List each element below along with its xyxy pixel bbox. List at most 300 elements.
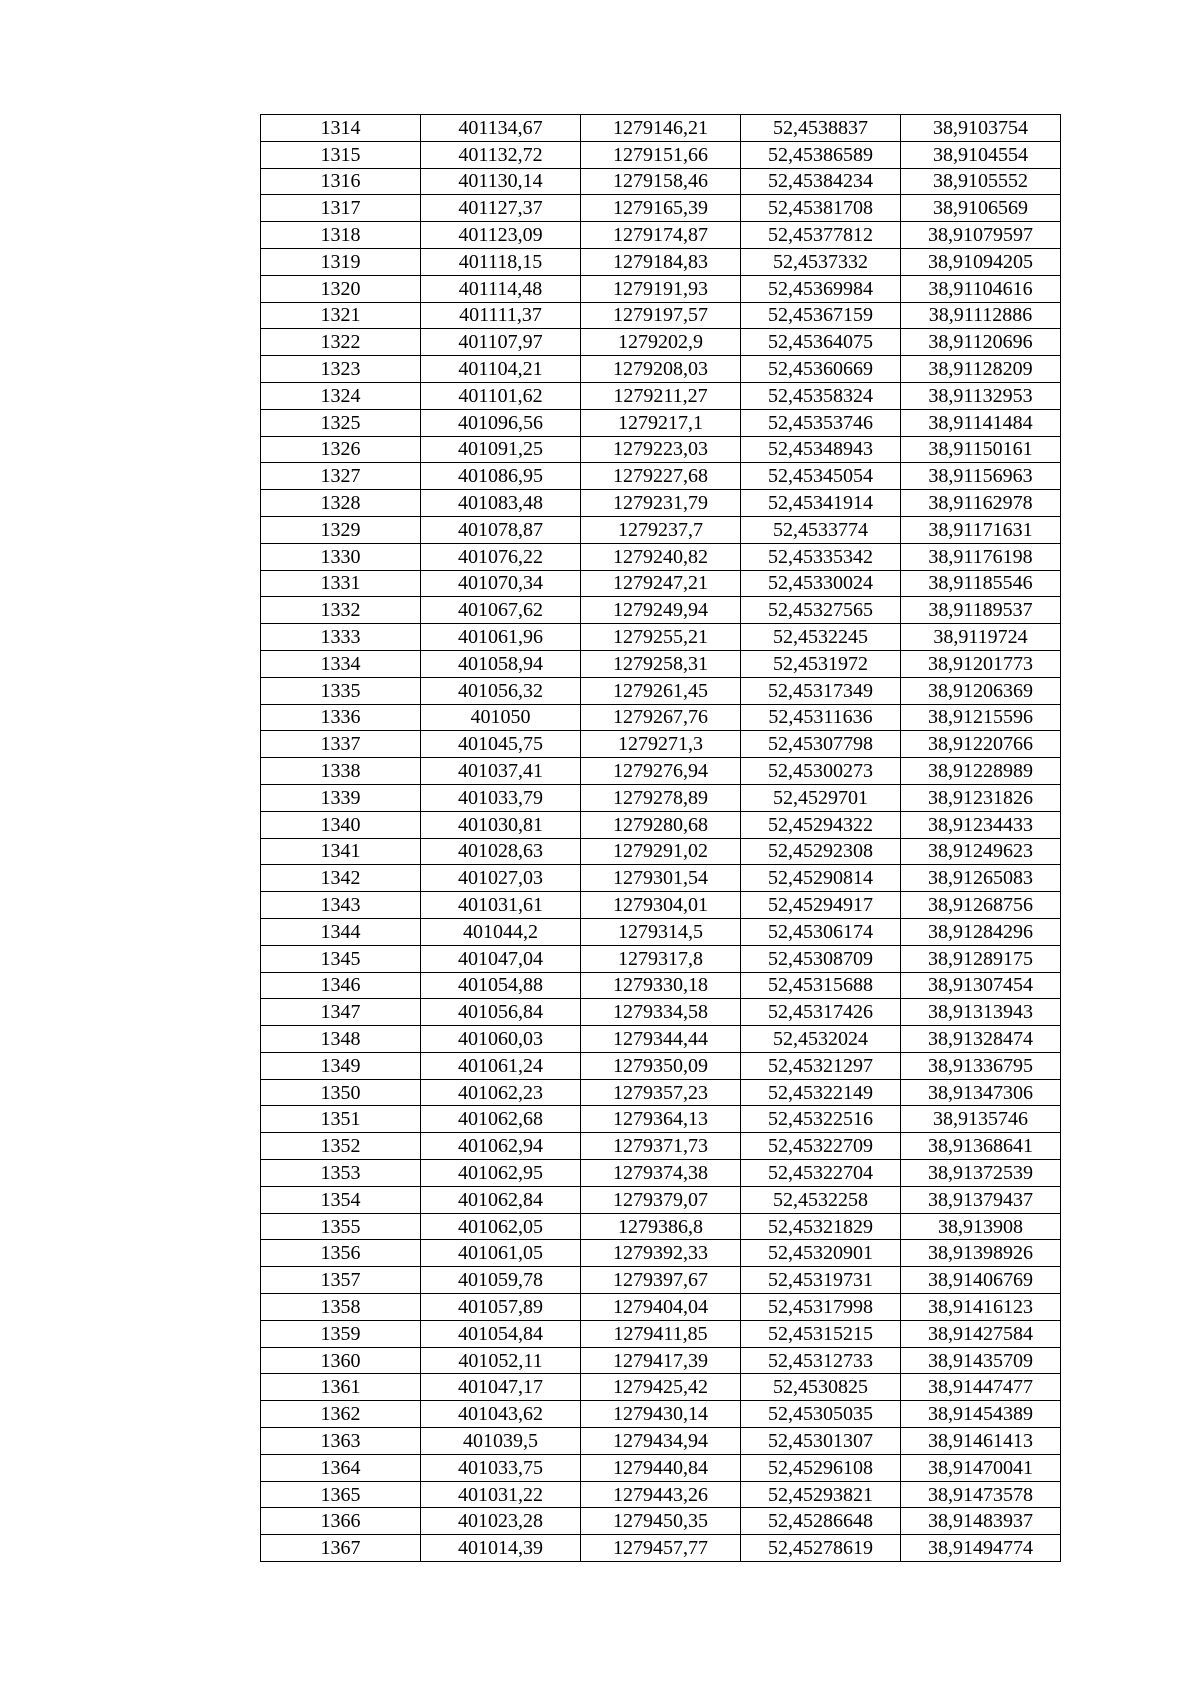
coord-x-cell: 401070,34 [421, 570, 581, 597]
point-number-cell: 1365 [261, 1481, 421, 1508]
table-row [261, 356, 1061, 383]
table-row [261, 275, 1061, 302]
point-number-cell: 1356 [261, 1240, 421, 1267]
coord-x-cell: 401061,24 [421, 1052, 581, 1079]
latitude-cell: 52,45321297 [741, 1052, 901, 1079]
coord-x-cell: 401062,68 [421, 1106, 581, 1133]
latitude-cell: 52,45377812 [741, 222, 901, 249]
longitude-cell: 38,9105552 [901, 168, 1061, 195]
latitude-cell: 52,45322149 [741, 1079, 901, 1106]
latitude-cell: 52,45306174 [741, 918, 901, 945]
point-number-cell: 1330 [261, 543, 421, 570]
longitude-cell: 38,91228989 [901, 758, 1061, 785]
longitude-cell: 38,91079597 [901, 222, 1061, 249]
latitude-cell: 52,45322709 [741, 1133, 901, 1160]
point-number-cell: 1326 [261, 436, 421, 463]
table-row [261, 865, 1061, 892]
coord-y-cell: 1279223,03 [581, 436, 741, 463]
coord-x-cell: 401123,09 [421, 222, 581, 249]
table-row [261, 382, 1061, 409]
coord-x-cell: 401047,04 [421, 945, 581, 972]
coord-x-cell: 401037,41 [421, 758, 581, 785]
coord-y-cell: 1279151,66 [581, 141, 741, 168]
point-number-cell: 1354 [261, 1186, 421, 1213]
latitude-cell: 52,45369984 [741, 275, 901, 302]
coord-y-cell: 1279434,94 [581, 1428, 741, 1455]
longitude-cell: 38,91368641 [901, 1133, 1061, 1160]
coord-y-cell: 1279344,44 [581, 1026, 741, 1053]
latitude-cell: 52,45290814 [741, 865, 901, 892]
latitude-cell: 52,45358324 [741, 382, 901, 409]
point-number-cell: 1352 [261, 1133, 421, 1160]
longitude-cell: 38,91215596 [901, 704, 1061, 731]
point-number-cell: 1324 [261, 382, 421, 409]
coord-y-cell: 1279258,31 [581, 650, 741, 677]
longitude-cell: 38,91328474 [901, 1026, 1061, 1053]
coord-x-cell: 401033,79 [421, 784, 581, 811]
point-number-cell: 1335 [261, 677, 421, 704]
table-row [261, 1213, 1061, 1240]
longitude-cell: 38,91265083 [901, 865, 1061, 892]
table-row [261, 222, 1061, 249]
point-number-cell: 1325 [261, 409, 421, 436]
table-row [261, 1186, 1061, 1213]
longitude-cell: 38,91483937 [901, 1508, 1061, 1535]
longitude-cell: 38,91156963 [901, 463, 1061, 490]
longitude-cell: 38,91120696 [901, 329, 1061, 356]
point-number-cell: 1334 [261, 650, 421, 677]
longitude-cell: 38,913908 [901, 1213, 1061, 1240]
coord-x-cell: 401130,14 [421, 168, 581, 195]
point-number-cell: 1333 [261, 624, 421, 651]
point-number-cell: 1348 [261, 1026, 421, 1053]
coord-y-cell: 1279371,73 [581, 1133, 741, 1160]
coord-x-cell: 401031,22 [421, 1481, 581, 1508]
table-row [261, 624, 1061, 651]
longitude-cell: 38,91416123 [901, 1294, 1061, 1321]
coord-x-cell: 401030,81 [421, 811, 581, 838]
coord-x-cell: 401050 [421, 704, 581, 731]
coord-y-cell: 1279392,33 [581, 1240, 741, 1267]
coord-x-cell: 401014,39 [421, 1535, 581, 1562]
point-number-cell: 1341 [261, 838, 421, 865]
point-number-cell: 1318 [261, 222, 421, 249]
table-row [261, 1428, 1061, 1455]
coord-x-cell: 401101,62 [421, 382, 581, 409]
point-number-cell: 1331 [261, 570, 421, 597]
table-row [261, 597, 1061, 624]
table-row [261, 999, 1061, 1026]
coord-y-cell: 1279404,04 [581, 1294, 741, 1321]
longitude-cell: 38,91185546 [901, 570, 1061, 597]
latitude-cell: 52,45364075 [741, 329, 901, 356]
table-row [261, 838, 1061, 865]
coord-x-cell: 401078,87 [421, 516, 581, 543]
coord-x-cell: 401127,37 [421, 195, 581, 222]
coord-x-cell: 401045,75 [421, 731, 581, 758]
table-row [261, 195, 1061, 222]
latitude-cell: 52,45353746 [741, 409, 901, 436]
table-row [261, 302, 1061, 329]
point-number-cell: 1357 [261, 1267, 421, 1294]
coord-x-cell: 401033,75 [421, 1454, 581, 1481]
latitude-cell: 52,45386589 [741, 141, 901, 168]
coord-x-cell: 401062,94 [421, 1133, 581, 1160]
point-number-cell: 1350 [261, 1079, 421, 1106]
latitude-cell: 52,45384234 [741, 168, 901, 195]
coord-y-cell: 1279280,68 [581, 811, 741, 838]
latitude-cell: 52,45321829 [741, 1213, 901, 1240]
latitude-cell: 52,45312733 [741, 1347, 901, 1374]
longitude-cell: 38,91284296 [901, 918, 1061, 945]
coord-x-cell: 401027,03 [421, 865, 581, 892]
coord-x-cell: 401132,72 [421, 141, 581, 168]
latitude-cell: 52,45308709 [741, 945, 901, 972]
coord-x-cell: 401039,5 [421, 1428, 581, 1455]
coord-y-cell: 1279457,77 [581, 1535, 741, 1562]
point-number-cell: 1363 [261, 1428, 421, 1455]
longitude-cell: 38,9135746 [901, 1106, 1061, 1133]
table-row [261, 784, 1061, 811]
table-row [261, 490, 1061, 517]
coord-y-cell: 1279350,09 [581, 1052, 741, 1079]
longitude-cell: 38,91406769 [901, 1267, 1061, 1294]
coord-x-cell: 401047,17 [421, 1374, 581, 1401]
coord-y-cell: 1279450,35 [581, 1508, 741, 1535]
point-number-cell: 1366 [261, 1508, 421, 1535]
table-row [261, 543, 1061, 570]
table-row [261, 168, 1061, 195]
longitude-cell: 38,91398926 [901, 1240, 1061, 1267]
point-number-cell: 1338 [261, 758, 421, 785]
table-row [261, 1454, 1061, 1481]
latitude-cell: 52,45348943 [741, 436, 901, 463]
longitude-cell: 38,91435709 [901, 1347, 1061, 1374]
longitude-cell: 38,9119724 [901, 624, 1061, 651]
point-number-cell: 1329 [261, 516, 421, 543]
coord-y-cell: 1279191,93 [581, 275, 741, 302]
longitude-cell: 38,91189537 [901, 597, 1061, 624]
longitude-cell: 38,91249623 [901, 838, 1061, 865]
coord-y-cell: 1279249,94 [581, 597, 741, 624]
latitude-cell: 52,45367159 [741, 302, 901, 329]
coord-y-cell: 1279271,3 [581, 731, 741, 758]
table-row [261, 570, 1061, 597]
latitude-cell: 52,45381708 [741, 195, 901, 222]
latitude-cell: 52,45317349 [741, 677, 901, 704]
coord-x-cell: 401091,25 [421, 436, 581, 463]
table-row [261, 945, 1061, 972]
coordinates-table [260, 114, 1061, 1562]
longitude-cell: 38,91494774 [901, 1535, 1061, 1562]
coord-x-cell: 401076,22 [421, 543, 581, 570]
table-row [261, 1401, 1061, 1428]
table-row [261, 409, 1061, 436]
latitude-cell: 52,45360669 [741, 356, 901, 383]
point-number-cell: 1327 [261, 463, 421, 490]
latitude-cell: 52,45300273 [741, 758, 901, 785]
point-number-cell: 1351 [261, 1106, 421, 1133]
latitude-cell: 52,45327565 [741, 597, 901, 624]
table-row [261, 1240, 1061, 1267]
table-row [261, 892, 1061, 919]
coord-y-cell: 1279174,87 [581, 222, 741, 249]
point-number-cell: 1346 [261, 972, 421, 999]
latitude-cell: 52,4538837 [741, 115, 901, 142]
point-number-cell: 1320 [261, 275, 421, 302]
coord-y-cell: 1279276,94 [581, 758, 741, 785]
coord-y-cell: 1279211,27 [581, 382, 741, 409]
latitude-cell: 52,4532245 [741, 624, 901, 651]
latitude-cell: 52,4532258 [741, 1186, 901, 1213]
coord-y-cell: 1279231,79 [581, 490, 741, 517]
coord-y-cell: 1279165,39 [581, 195, 741, 222]
table-row [261, 516, 1061, 543]
longitude-cell: 38,91461413 [901, 1428, 1061, 1455]
point-number-cell: 1360 [261, 1347, 421, 1374]
latitude-cell: 52,4531972 [741, 650, 901, 677]
latitude-cell: 52,45278619 [741, 1535, 901, 1562]
table-row [261, 1481, 1061, 1508]
coord-x-cell: 401062,84 [421, 1186, 581, 1213]
point-number-cell: 1321 [261, 302, 421, 329]
latitude-cell: 52,45317998 [741, 1294, 901, 1321]
point-number-cell: 1328 [261, 490, 421, 517]
longitude-cell: 38,91171631 [901, 516, 1061, 543]
coord-y-cell: 1279379,07 [581, 1186, 741, 1213]
table-row [261, 677, 1061, 704]
point-number-cell: 1342 [261, 865, 421, 892]
coord-y-cell: 1279440,84 [581, 1454, 741, 1481]
table-row [261, 463, 1061, 490]
point-number-cell: 1364 [261, 1454, 421, 1481]
table-row [261, 731, 1061, 758]
longitude-cell: 38,91128209 [901, 356, 1061, 383]
coord-y-cell: 1279425,42 [581, 1374, 741, 1401]
coord-x-cell: 401054,84 [421, 1320, 581, 1347]
coord-x-cell: 401114,48 [421, 275, 581, 302]
coord-y-cell: 1279417,39 [581, 1347, 741, 1374]
coord-x-cell: 401052,11 [421, 1347, 581, 1374]
longitude-cell: 38,9104554 [901, 141, 1061, 168]
latitude-cell: 52,45307798 [741, 731, 901, 758]
latitude-cell: 52,45294322 [741, 811, 901, 838]
longitude-cell: 38,91132953 [901, 382, 1061, 409]
longitude-cell: 38,91289175 [901, 945, 1061, 972]
coord-y-cell: 1279317,8 [581, 945, 741, 972]
coord-y-cell: 1279261,45 [581, 677, 741, 704]
longitude-cell: 38,91176198 [901, 543, 1061, 570]
coord-y-cell: 1279202,9 [581, 329, 741, 356]
coord-y-cell: 1279291,02 [581, 838, 741, 865]
longitude-cell: 38,91372539 [901, 1160, 1061, 1187]
longitude-cell: 38,91447477 [901, 1374, 1061, 1401]
latitude-cell: 52,45292308 [741, 838, 901, 865]
coord-x-cell: 401060,03 [421, 1026, 581, 1053]
coord-y-cell: 1279217,1 [581, 409, 741, 436]
table-row [261, 972, 1061, 999]
table-row [261, 248, 1061, 275]
latitude-cell: 52,45320901 [741, 1240, 901, 1267]
coord-x-cell: 401054,88 [421, 972, 581, 999]
longitude-cell: 38,91454389 [901, 1401, 1061, 1428]
latitude-cell: 52,45322516 [741, 1106, 901, 1133]
table-row [261, 1374, 1061, 1401]
point-number-cell: 1340 [261, 811, 421, 838]
longitude-cell: 38,91162978 [901, 490, 1061, 517]
table-row [261, 1535, 1061, 1562]
coord-x-cell: 401043,62 [421, 1401, 581, 1428]
coord-x-cell: 401061,96 [421, 624, 581, 651]
latitude-cell: 52,45294917 [741, 892, 901, 919]
coord-x-cell: 401058,94 [421, 650, 581, 677]
latitude-cell: 52,45319731 [741, 1267, 901, 1294]
longitude-cell: 38,91231826 [901, 784, 1061, 811]
table-row [261, 1508, 1061, 1535]
latitude-cell: 52,4529701 [741, 784, 901, 811]
latitude-cell: 52,45341914 [741, 490, 901, 517]
coord-x-cell: 401067,62 [421, 597, 581, 624]
coord-x-cell: 401086,95 [421, 463, 581, 490]
coord-x-cell: 401028,63 [421, 838, 581, 865]
table-row [261, 115, 1061, 142]
table-row [261, 1160, 1061, 1187]
coord-x-cell: 401057,89 [421, 1294, 581, 1321]
point-number-cell: 1355 [261, 1213, 421, 1240]
coord-y-cell: 1279227,68 [581, 463, 741, 490]
latitude-cell: 52,45335342 [741, 543, 901, 570]
latitude-cell: 52,45345054 [741, 463, 901, 490]
point-number-cell: 1323 [261, 356, 421, 383]
coord-y-cell: 1279364,13 [581, 1106, 741, 1133]
point-number-cell: 1339 [261, 784, 421, 811]
coord-x-cell: 401061,05 [421, 1240, 581, 1267]
longitude-cell: 38,9103754 [901, 115, 1061, 142]
point-number-cell: 1315 [261, 141, 421, 168]
table-row [261, 811, 1061, 838]
coord-x-cell: 401056,32 [421, 677, 581, 704]
point-number-cell: 1353 [261, 1160, 421, 1187]
point-number-cell: 1359 [261, 1320, 421, 1347]
coord-y-cell: 1279184,83 [581, 248, 741, 275]
coord-y-cell: 1279208,03 [581, 356, 741, 383]
table-row [261, 141, 1061, 168]
coordinates-table-body [261, 115, 1061, 1562]
point-number-cell: 1316 [261, 168, 421, 195]
point-number-cell: 1343 [261, 892, 421, 919]
coord-y-cell: 1279386,8 [581, 1213, 741, 1240]
longitude-cell: 38,91307454 [901, 972, 1061, 999]
coord-x-cell: 401059,78 [421, 1267, 581, 1294]
coord-x-cell: 401023,28 [421, 1508, 581, 1535]
longitude-cell: 38,91379437 [901, 1186, 1061, 1213]
longitude-cell: 38,91470041 [901, 1454, 1061, 1481]
table-row [261, 1079, 1061, 1106]
longitude-cell: 38,91150161 [901, 436, 1061, 463]
coord-y-cell: 1279146,21 [581, 115, 741, 142]
table-row [261, 650, 1061, 677]
latitude-cell: 52,45315688 [741, 972, 901, 999]
coord-y-cell: 1279374,38 [581, 1160, 741, 1187]
point-number-cell: 1336 [261, 704, 421, 731]
latitude-cell: 52,45286648 [741, 1508, 901, 1535]
latitude-cell: 52,45330024 [741, 570, 901, 597]
coord-y-cell: 1279301,54 [581, 865, 741, 892]
coord-y-cell: 1279240,82 [581, 543, 741, 570]
table-row [261, 436, 1061, 463]
longitude-cell: 38,91094205 [901, 248, 1061, 275]
coord-x-cell: 401056,84 [421, 999, 581, 1026]
table-row [261, 1133, 1061, 1160]
point-number-cell: 1332 [261, 597, 421, 624]
coord-x-cell: 401062,95 [421, 1160, 581, 1187]
longitude-cell: 38,91220766 [901, 731, 1061, 758]
coord-x-cell: 401083,48 [421, 490, 581, 517]
longitude-cell: 38,91206369 [901, 677, 1061, 704]
table-row [261, 1267, 1061, 1294]
coord-y-cell: 1279334,58 [581, 999, 741, 1026]
longitude-cell: 38,9106569 [901, 195, 1061, 222]
longitude-cell: 38,91336795 [901, 1052, 1061, 1079]
coord-x-cell: 401118,15 [421, 248, 581, 275]
longitude-cell: 38,91347306 [901, 1079, 1061, 1106]
coord-x-cell: 401104,21 [421, 356, 581, 383]
coord-y-cell: 1279255,21 [581, 624, 741, 651]
coord-x-cell: 401062,23 [421, 1079, 581, 1106]
table-row [261, 1026, 1061, 1053]
coord-y-cell: 1279443,26 [581, 1481, 741, 1508]
longitude-cell: 38,91313943 [901, 999, 1061, 1026]
latitude-cell: 52,45296108 [741, 1454, 901, 1481]
coord-y-cell: 1279158,46 [581, 168, 741, 195]
table-row [261, 758, 1061, 785]
point-number-cell: 1361 [261, 1374, 421, 1401]
point-number-cell: 1367 [261, 1535, 421, 1562]
coord-x-cell: 401107,97 [421, 329, 581, 356]
point-number-cell: 1358 [261, 1294, 421, 1321]
coord-y-cell: 1279237,7 [581, 516, 741, 543]
table-row [261, 329, 1061, 356]
latitude-cell: 52,4532024 [741, 1026, 901, 1053]
coord-y-cell: 1279197,57 [581, 302, 741, 329]
longitude-cell: 38,91141484 [901, 409, 1061, 436]
point-number-cell: 1317 [261, 195, 421, 222]
table-row [261, 1052, 1061, 1079]
latitude-cell: 52,4537332 [741, 248, 901, 275]
coord-y-cell: 1279397,67 [581, 1267, 741, 1294]
table-row [261, 1347, 1061, 1374]
point-number-cell: 1314 [261, 115, 421, 142]
latitude-cell: 52,45311636 [741, 704, 901, 731]
latitude-cell: 52,4530825 [741, 1374, 901, 1401]
point-number-cell: 1337 [261, 731, 421, 758]
latitude-cell: 52,45322704 [741, 1160, 901, 1187]
coord-y-cell: 1279267,76 [581, 704, 741, 731]
coord-x-cell: 401031,61 [421, 892, 581, 919]
latitude-cell: 52,45301307 [741, 1428, 901, 1455]
coord-y-cell: 1279330,18 [581, 972, 741, 999]
coord-x-cell: 401096,56 [421, 409, 581, 436]
coord-y-cell: 1279314,5 [581, 918, 741, 945]
point-number-cell: 1322 [261, 329, 421, 356]
longitude-cell: 38,91268756 [901, 892, 1061, 919]
coord-x-cell: 401111,37 [421, 302, 581, 329]
point-number-cell: 1344 [261, 918, 421, 945]
coord-y-cell: 1279357,23 [581, 1079, 741, 1106]
coord-x-cell: 401134,67 [421, 115, 581, 142]
coord-y-cell: 1279304,01 [581, 892, 741, 919]
coord-y-cell: 1279247,21 [581, 570, 741, 597]
